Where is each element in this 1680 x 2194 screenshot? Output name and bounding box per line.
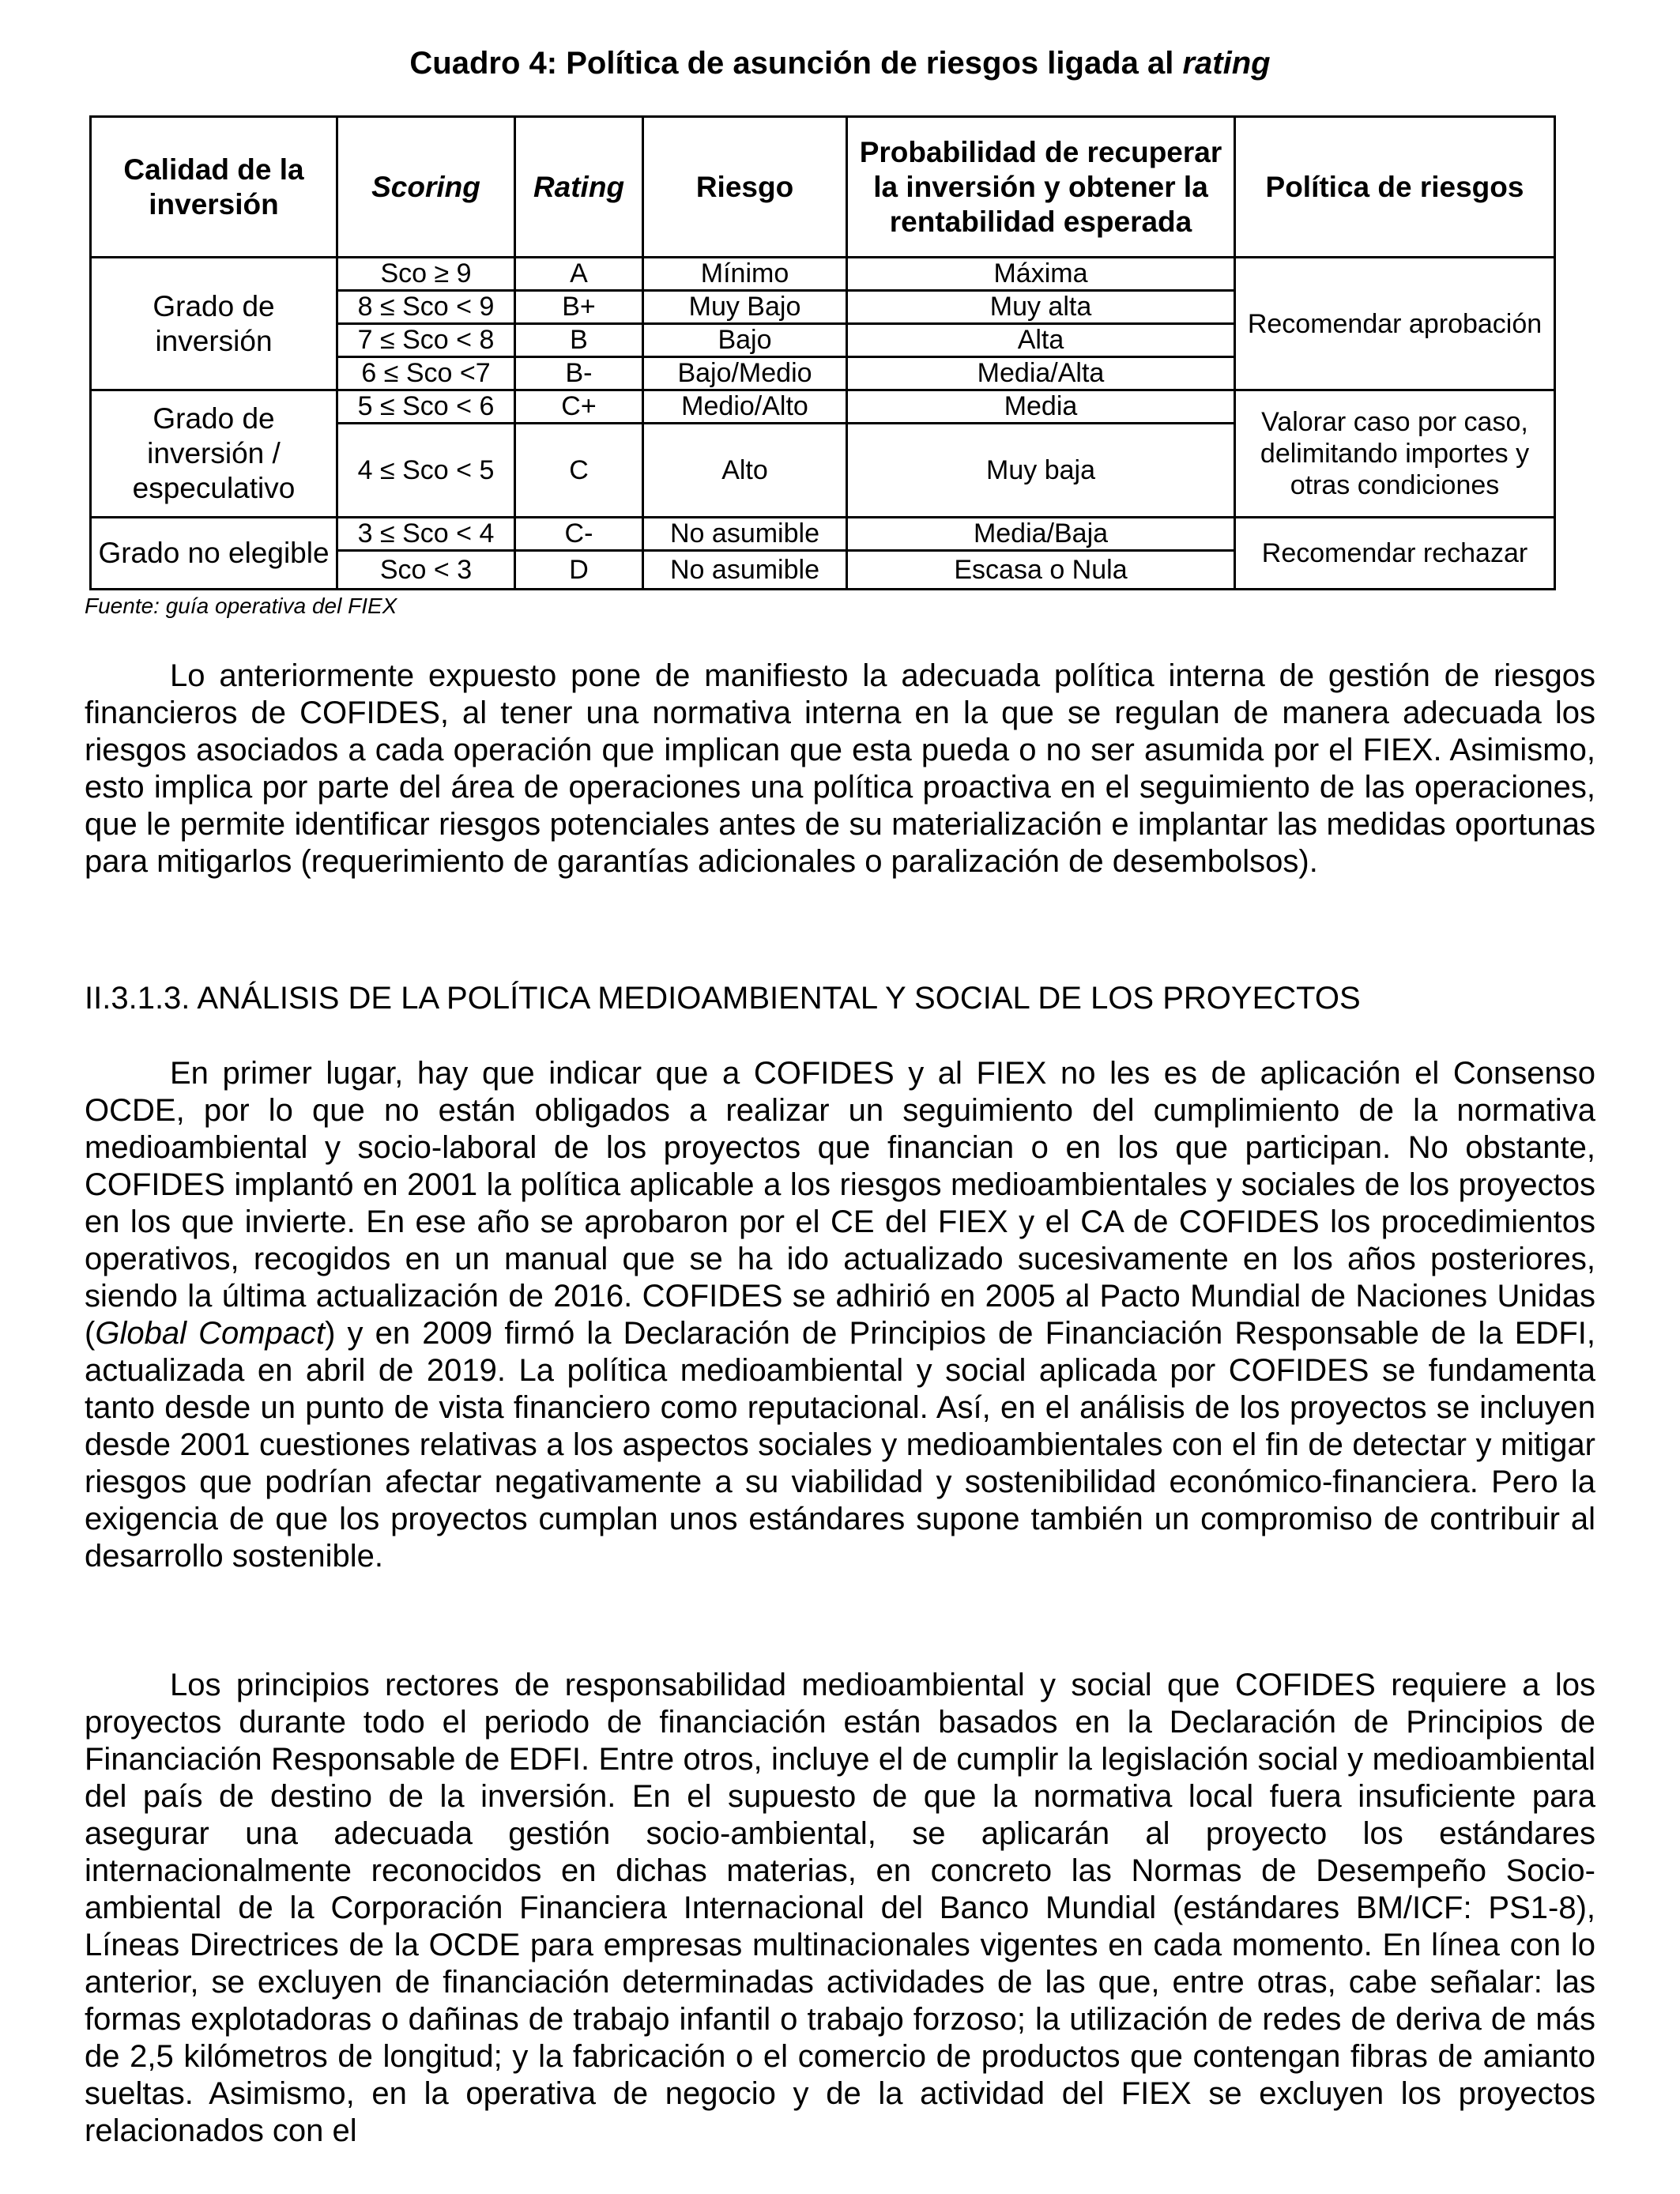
risk-policy-table [89,115,1556,590]
cell-scoring: 7 ≤ Sco < 8 [337,324,515,357]
paragraph-2 [85,1055,1595,1575]
table-source: Fuente: guía operativa del FIEX [85,594,397,618]
cell-scoring: 5 ≤ Sco < 6 [337,390,515,424]
cell-rating: C [515,424,643,518]
section-heading: II.3.1.3. ANÁLISIS DE LA POLÍTICA MEDIOAMBIENTAL Y SOCIAL DE LOS PROYECTOS [85,981,1361,1016]
cell-probabilidad: Muy baja [847,424,1235,518]
cell-riesgo: Bajo [643,324,847,357]
cell-rating: C+ [515,390,643,424]
table-row [91,390,1555,424]
policy-rechazar: Recomendar rechazar [1235,518,1555,590]
paragraph-1-text: Lo anteriormente expuesto pone de manifiesto la adecuada política interna de gestión de riesgos financieros de COFIDES, al tener una normativa interna en la que se regulan de manera adecuada los riesgos asociados a cada operación que implican que esta pueda o no ser asumida por el FIEX. Asimismo, esto implica por parte del área de operaciones una política proactiva en el seguimiento de las operaciones, que le permite identificar riesgos potenciales antes de su materialización e implantar las medidas oportunas para mitigarlos (requerimiento de garantías adicionales o paralización de desembolsos). [85,658,1595,879]
cell-scoring: 4 ≤ Sco < 5 [337,424,515,518]
cell-probabilidad: Máxima [847,258,1235,291]
cell-scoring: Sco ≥ 9 [337,258,515,291]
cell-probabilidad: Media [847,390,1235,424]
paragraph-2-italic: Global Compact [95,1316,326,1351]
cell-rating: D [515,551,643,590]
cell-riesgo: Mínimo [643,258,847,291]
cell-rating: B- [515,357,643,390]
policy-caso-por-caso: Valorar caso por caso, delimitando importes y otras condiciones [1235,390,1555,518]
header-riesgo: Riesgo [643,117,847,258]
group-grado-no-elegible: Grado no elegible [91,518,337,590]
header-probabilidad: Probabilidad de recuperar la inversión y obtener la rentabilidad esperada [847,117,1235,258]
paragraph-3-text: Los principios rectores de responsabilidad medioambiental y social que COFIDES requiere a los proyectos durante todo el periodo de financiación están basados en la Declaración de Principios de Financiación Responsable de EDFI. Entre otros, incluye el de cumplir la legislación social y medioambiental del país de destino de la inversión. En el supuesto de que la normativa local fuera insuficiente para asegurar una adecuada gestión socio-ambiental, se aplicarán al proyecto los estándares internacionalmente reconocidos en dichas materias, en concreto las Normas de Desempeño Socio-ambiental de la Corporación Financiera Internacional del Banco Mundial (estándares BM/ICF: PS1-8), Líneas Directrices de la OCDE para empresas multinacionales vigentes en cada momento. En línea con lo anterior, se excluyen de financiación determinadas actividades de las que, entre otras, cabe señalar: las formas explotadoras o dañinas de trabajo infantil o trabajo forzoso; la utilización de redes de deriva de más de 2,5 kilómetros de longitud; y la fabricación o el comercio de productos que contengan fibras de amianto sueltas. Asimismo, en la operativa de negocio y de la actividad del FIEX se excluyen los proyectos relacionados con el [85,1668,1595,2148]
paragraph-1 [85,658,1595,880]
header-scoring: Scoring [337,117,515,258]
cell-riesgo: Bajo/Medio [643,357,847,390]
cell-scoring: 3 ≤ Sco < 4 [337,518,515,551]
paragraph-2-text-after: ) y en 2009 firmó la Declaración de Principios de Financiación Responsable de la EDFI, actualizada en abril de 2019. La política medioambiental y social aplicada por COFIDES se fundamenta tanto desde un punto de vista financiero como reputacional. Así, en el análisis de los proyectos se incluyen desde 2001 cuestiones relativas a los aspectos sociales y medioambientales con el fin de detectar y mitigar riesgos que podrían afectar negativamente a su viabilidad y sostenibilidad económico-financiera. Pero la exigencia de que los proyectos cumplan unos estándares supone también un compromiso de contribuir al desarrollo sostenible. [85,1316,1595,1574]
cell-rating: B [515,324,643,357]
cell-probabilidad: Media/Baja [847,518,1235,551]
table-row [91,258,1555,291]
cell-probabilidad: Media/Alta [847,357,1235,390]
cell-scoring: Sco < 3 [337,551,515,590]
cell-probabilidad: Muy alta [847,291,1235,324]
cell-rating: B+ [515,291,643,324]
group-grado-especulativo: Grado de inversión / especulativo [91,390,337,518]
table-header-row [91,117,1555,258]
table-row [91,518,1555,551]
cell-probabilidad: Alta [847,324,1235,357]
cell-rating: C- [515,518,643,551]
header-rating: Rating [515,117,643,258]
paragraph-3 [85,1667,1595,2150]
cell-riesgo: Medio/Alto [643,390,847,424]
cell-riesgo: Muy Bajo [643,291,847,324]
cell-riesgo: No asumible [643,551,847,590]
cell-rating: A [515,258,643,291]
table-title-text: Cuadro 4: Política de asunción de riesgos ligada al [409,46,1183,81]
table-title-italic: rating [1182,46,1271,81]
policy-aprobacion: Recomendar aprobación [1235,258,1555,390]
cell-riesgo: No asumible [643,518,847,551]
cell-riesgo: Alto [643,424,847,518]
group-grado-inversion: Grado de inversión [91,258,337,390]
cell-scoring: 6 ≤ Sco <7 [337,357,515,390]
cell-scoring: 8 ≤ Sco < 9 [337,291,515,324]
paragraph-2-text-before: En primer lugar, hay que indicar que a COFIDES y al FIEX no les es de aplicación el Consenso OCDE, por lo que no están obligados a realizar un seguimiento del cumplimiento de la normativa medioambiental y socio-laboral de los proyectos que financian o en los que participan. No obstante, COFIDES implantó en 2001 la política aplicable a los riesgos medioambientales y sociales de los proyectos en los que invierte. En ese año se aprobaron por el CE del FIEX y el CA de COFIDES los procedimientos operativos, recogidos en un manual que se ha ido actualizado sucesivamente en los años posteriores, siendo la última actualización de 2016. COFIDES se adhirió en 2005 al Pacto Mundial de Naciones Unidas ( [85,1056,1595,1351]
header-politica: Política de riesgos [1235,117,1555,258]
header-calidad: Calidad de la inversión [91,117,337,258]
table-title [0,41,1680,85]
cell-probabilidad: Escasa o Nula [847,551,1235,590]
